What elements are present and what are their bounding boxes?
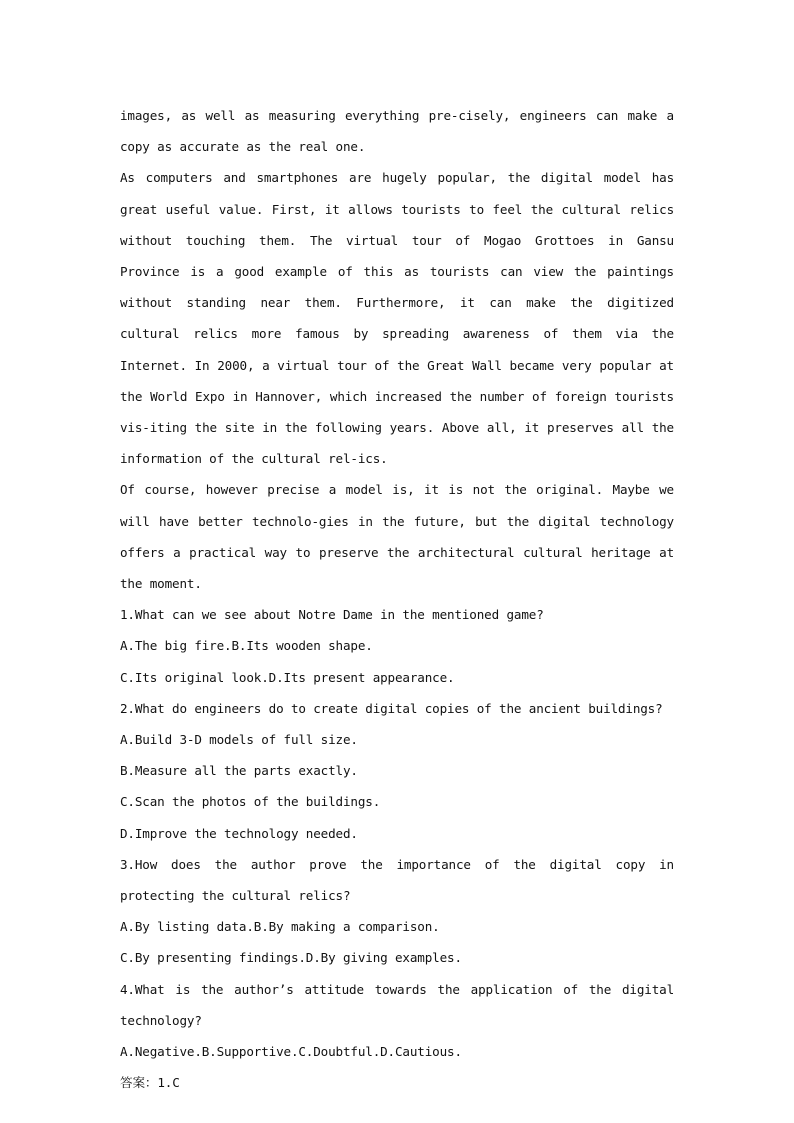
question-1-options-line: A.The big fire.B.Its wooden shape. bbox=[120, 638, 373, 654]
question-4-options-line: A.Negative.B.Supportive.C.Doubtful.D.Cautious. bbox=[120, 1044, 462, 1060]
paragraph: images, as well as measuring everything pre-cisely, engineers can make a copy as accurate as the real one. bbox=[120, 108, 674, 155]
paragraph: As computers and smartphones are hugely popular, the digital model has great useful value. First, it allows tourists to feel the cultural relics without touching them. The virtual tour of Mogao Grottoes in Gansu Province is a good example of this as tourists can view the paintings without standing near them. Furthermore, it can make the digitized cultural relics more famous by spreading awareness of them via the Internet. In 2000, a virtual tour of the Great Wall became very popular at the World Expo in Hannover, which increased the number of foreign tourists vis-iting the site in the following years. Above all, it preserves all the information of the cultural rel-ics. bbox=[120, 170, 674, 467]
question-2-option: A.Build 3-D models of full size. bbox=[120, 732, 358, 748]
question-2-stem: 2.What do engineers do to create digital copies of the ancient buildings? bbox=[120, 700, 663, 716]
question-2-option: B.Measure all the parts exactly. bbox=[120, 763, 358, 779]
question-3-stem: 3.How does the author prove the importance of the digital copy in protecting the cultural relics? bbox=[120, 856, 674, 904]
question-4-stem: 4.What is the author’s attitude towards the application of the digital technology? bbox=[120, 981, 674, 1028]
question-1-stem: 1.What can we see about Notre Dame in the mentioned game? bbox=[120, 607, 544, 623]
question-3-options-line: C.By presenting findings.D.By giving examples. bbox=[120, 950, 462, 966]
document-body bbox=[120, 100, 674, 1099]
question-2-option: C.Scan the photos of the buildings. bbox=[120, 794, 381, 810]
question-2-option: D.Improve the technology needed. bbox=[120, 825, 358, 841]
answer-line: 答案：1.C bbox=[120, 1075, 180, 1091]
question-1-options-line: C.Its original look.D.Its present appearance. bbox=[120, 669, 455, 685]
paragraph: Of course, however precise a model is, it is not the original. Maybe we will have better technolo-gies in the future, but the digital technology offers a practical way to preserve the architectural cultural heritage at the moment. bbox=[120, 482, 674, 592]
question-3-options-line: A.By listing data.B.By making a comparison. bbox=[120, 919, 440, 935]
